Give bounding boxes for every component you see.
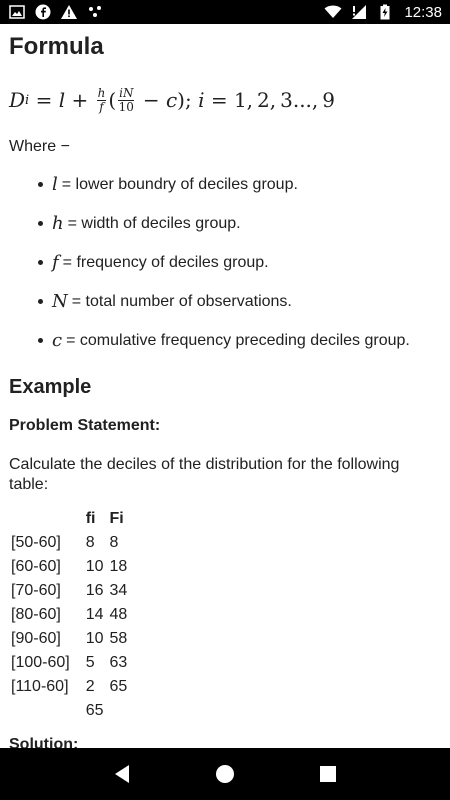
table-cell: 34: [109, 582, 128, 599]
table-cell: [80-60]: [11, 606, 61, 623]
table-cell: 2: [85, 678, 95, 695]
facebook-icon: [34, 3, 52, 21]
home-icon: [215, 764, 235, 784]
recents-button[interactable]: [313, 759, 343, 789]
table-row: [11, 555, 133, 579]
table-cell: [110, 699, 134, 723]
bullet-icon: [38, 299, 43, 304]
definition-symbol: N: [52, 290, 68, 312]
dots-icon: [86, 3, 104, 21]
table-row: [11, 627, 133, 651]
definition-text: = frequency of deciles group.: [62, 253, 269, 271]
distribution-table: [11, 507, 133, 723]
bullet-icon: [38, 260, 43, 265]
definition-text: = total number of observations.: [71, 292, 292, 310]
table-header: fi: [85, 510, 96, 527]
table-row: [11, 675, 133, 699]
table-cell: [11, 699, 86, 723]
table-header: Fi: [109, 510, 124, 527]
example-heading: Example: [9, 376, 92, 398]
table-cell: 63: [109, 654, 128, 671]
back-button[interactable]: [107, 759, 137, 789]
problem-heading: Problem Statement:: [9, 417, 161, 434]
bullet-icon: [38, 182, 43, 187]
table-cell: [100-60]: [11, 654, 70, 671]
solution-heading: Solution:: [9, 736, 79, 748]
home-button[interactable]: [210, 759, 240, 789]
back-icon: [113, 764, 131, 784]
table-cell: 65: [85, 702, 104, 719]
table-cell: 48: [109, 606, 128, 623]
table-cell: 58: [109, 630, 128, 647]
bullet-icon: [38, 221, 43, 226]
list-item: [38, 282, 441, 321]
battery-icon: [376, 3, 394, 21]
image-icon: [8, 3, 26, 21]
table-cell: [110-60]: [11, 678, 69, 695]
table-cell: 8: [85, 534, 95, 551]
wifi-icon: [324, 3, 342, 21]
table-header-row: [11, 507, 133, 531]
definition-symbol: f: [52, 251, 59, 273]
definition-symbol: l: [52, 173, 58, 195]
table-cell: [70-60]: [11, 582, 61, 599]
table-cell: 16: [85, 582, 104, 599]
table-cell: 14: [85, 606, 104, 623]
problem-text: Calculate the deciles of the distribution for the following table:: [9, 456, 400, 493]
signal-icon: [350, 3, 368, 21]
list-item: [38, 321, 441, 360]
where-label: Where −: [9, 138, 70, 155]
list-item: [38, 165, 441, 204]
table-row: [11, 603, 133, 627]
page-content: [0, 24, 450, 748]
definition-text: = width of deciles group.: [67, 214, 241, 232]
table-row: [11, 699, 133, 723]
formula-equation: D i = l + $\frac{h}{f}$ ( $\frac{iN}{10}$ − c ); i = 1, 2, 3..., 9: [9, 85, 335, 114]
alert-icon: [60, 3, 78, 21]
table-row: [11, 651, 133, 675]
table-row: [11, 531, 133, 555]
status-bar-left: [8, 3, 104, 21]
recents-icon: [319, 765, 337, 783]
list-item: [38, 243, 441, 282]
definition-symbol: c: [52, 329, 63, 351]
table-header: [11, 507, 86, 531]
definition-text: = lower boundry of deciles group.: [61, 175, 298, 193]
table-cell: [90-60]: [11, 630, 61, 647]
formula-heading: Formula: [9, 33, 104, 60]
table-cell: 8: [109, 534, 119, 551]
table-cell: [50-60]: [11, 534, 61, 551]
table-cell: 10: [85, 558, 104, 575]
table-cell: 10: [85, 630, 104, 647]
table-cell: 65: [109, 678, 128, 695]
definition-symbol: h: [52, 212, 64, 234]
table-cell: [60-60]: [11, 558, 61, 575]
table-cell: 5: [85, 654, 95, 671]
bullet-icon: [38, 338, 43, 343]
status-bar: [0, 0, 450, 24]
status-time: 12:38: [404, 3, 442, 21]
status-bar-right: [324, 3, 442, 21]
table-row: [11, 579, 133, 603]
navigation-bar: [0, 748, 450, 800]
definition-text: = comulative frequency preceding deciles group.: [66, 331, 410, 349]
list-item: [38, 204, 441, 243]
table-cell: 18: [109, 558, 128, 575]
definitions-list: [9, 165, 441, 360]
